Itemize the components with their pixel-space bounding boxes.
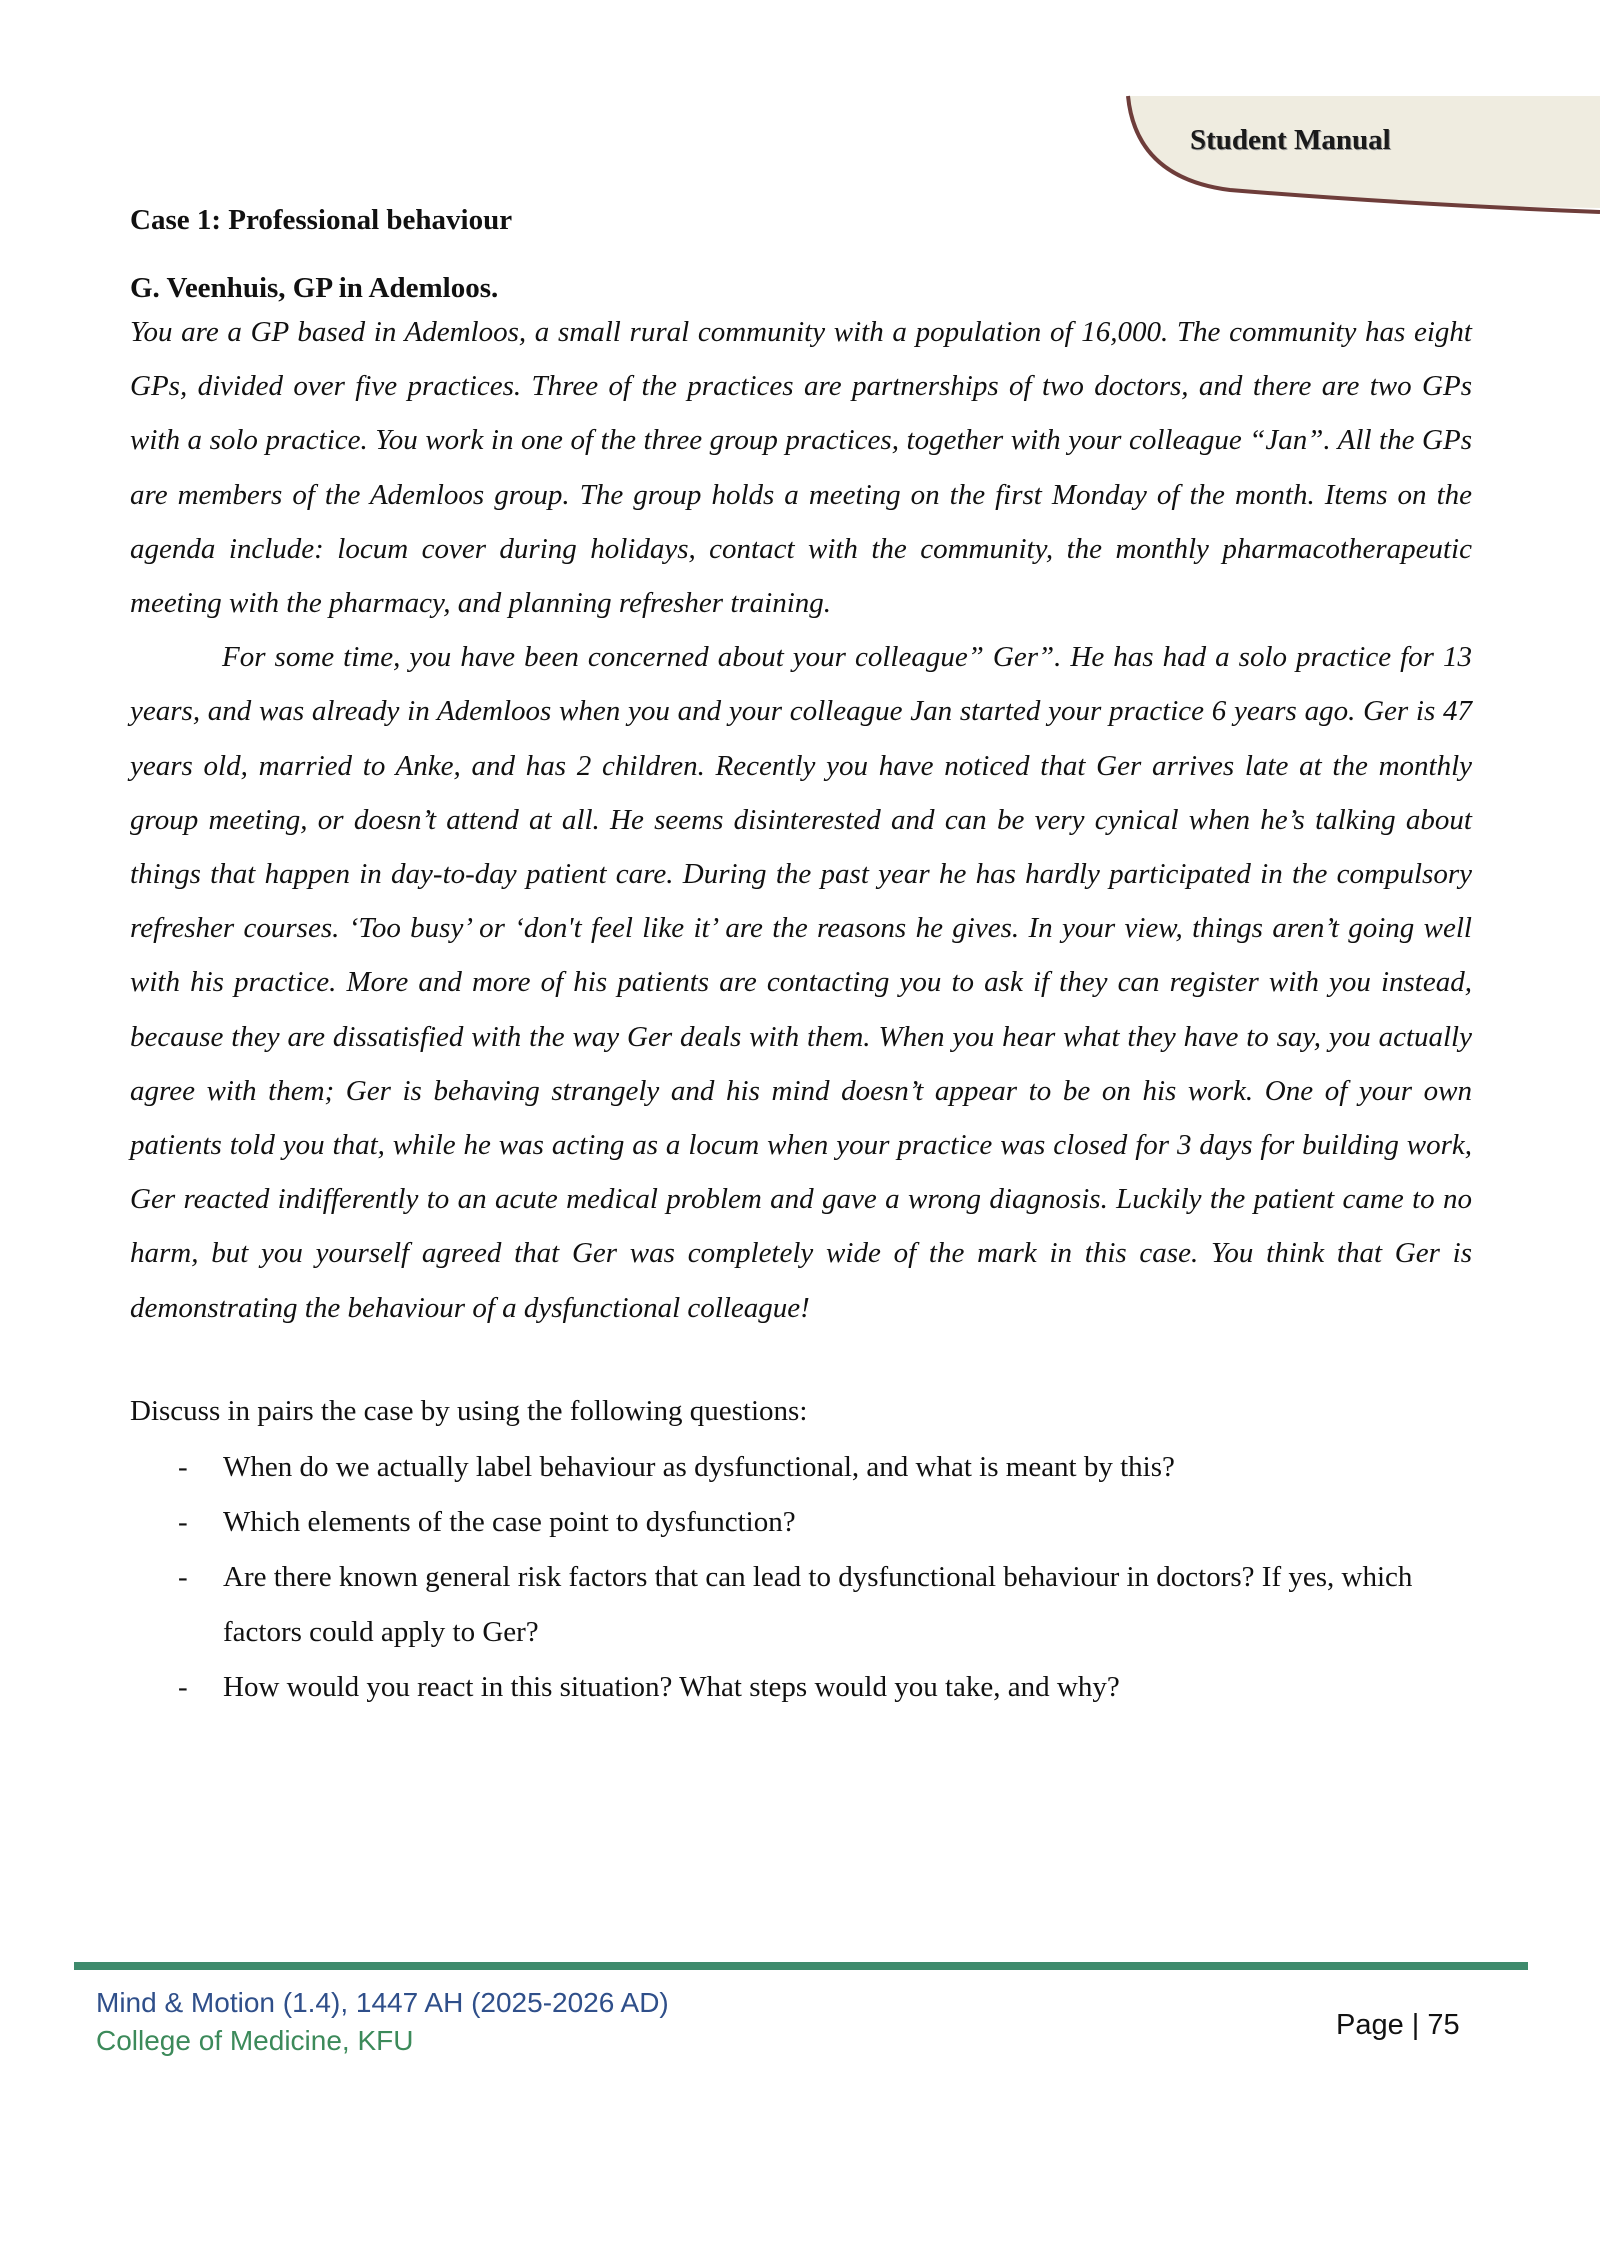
- question-text: When do we actually label behaviour as dysfunctional, and what is meant by this?: [223, 1451, 1175, 1483]
- case-paragraph-2: For some time, you have been concerned about your colleague” Ger”. He has had a solo practice for 13 years, and was already in Ademloos when you and your colleague Jan started your practice 6 years ago. Ger is 47 years old, married to Anke, and has 2 children. Recently you have noticed that Ger arrives late at the monthly group meeting, or doesn’t attend at all. He seems disinterested and can be very cynical when he’s talking about things that happen in day-to-day patient care. During the past year he has hardly participated in the compulsory refresher courses. ‘Too busy’ or ‘don't feel like it’ are the reasons he gives. In your view, things aren’t going well with his practice. More and more of his patients are contacting you to ask if they can register with you instead, because they are dissatisfied with the way Ger deals with them. When you hear what they have to say, you actually agree with them; Ger is behaving strangely and his mind doesn’t appear to be on his work. One of your own patients told you that, while he was acting as a locum when your practice was closed for 3 days for building work, Ger reacted indifferently to an acute medical problem and gave a wrong diagnosis. Luckily the patient came to no harm, but you yourself agreed that Ger was completely wide of the mark in this case. You think that Ger is demonstrating the behaviour of a dysfunctional colleague!: [130, 641, 1472, 1324]
- dash-bullet: -: [178, 1671, 188, 1703]
- question-text: Which elements of the case point to dysfunction?: [223, 1506, 796, 1538]
- dash-bullet: -: [178, 1451, 188, 1483]
- student-manual-label: Student Manual: [1190, 124, 1391, 156]
- course-info: Mind & Motion (1.4), 1447 AH (2025-2026 AD): [96, 1987, 669, 2018]
- case-title: Case 1: Professional behaviour: [130, 204, 513, 236]
- question-item: [130, 1660, 1490, 1715]
- question-item: [130, 1550, 1490, 1660]
- case-author: G. Veenhuis, GP in Ademloos.: [130, 272, 499, 304]
- header-tab: [0, 0, 1600, 230]
- page-number: Page | 75: [1336, 2009, 1460, 2041]
- college-info: College of Medicine, KFU: [96, 2025, 414, 2056]
- footer-divider: [74, 1962, 1528, 1970]
- question-text: Are there known general risk factors that can lead to dysfunctional behaviour in doctors? If yes, which factors could apply to Ger?: [223, 1561, 1413, 1648]
- case-paragraph-1: You are a GP based in Ademloos, a small rural community with a population of 16,000. The community has eight GPs, divided over five practices. Three of the practices are partnerships of two doctors, and there are two GPs with a solo practice. You work in one of the three group practices, together with your colleague “Jan”. All the GPs are members of the Ademloos group. The group holds a meeting on the first Monday of the month. Items on the agenda include: locum cover during holidays, contact with the community, the monthly pharmacotherapeutic meeting with the pharmacy, and planning refresher training.: [130, 316, 1472, 620]
- question-text: How would you react in this situation? What steps would you take, and why?: [223, 1671, 1120, 1703]
- footer-info: [96, 1984, 669, 2060]
- question-item: [130, 1495, 1490, 1550]
- discussion-questions: [130, 1440, 1490, 1715]
- case-narrative: [130, 305, 1472, 1335]
- dash-bullet: -: [178, 1561, 188, 1593]
- question-item: [130, 1440, 1490, 1495]
- discussion-intro: Discuss in pairs the case by using the following questions:: [130, 1395, 808, 1427]
- dash-bullet: -: [178, 1506, 188, 1538]
